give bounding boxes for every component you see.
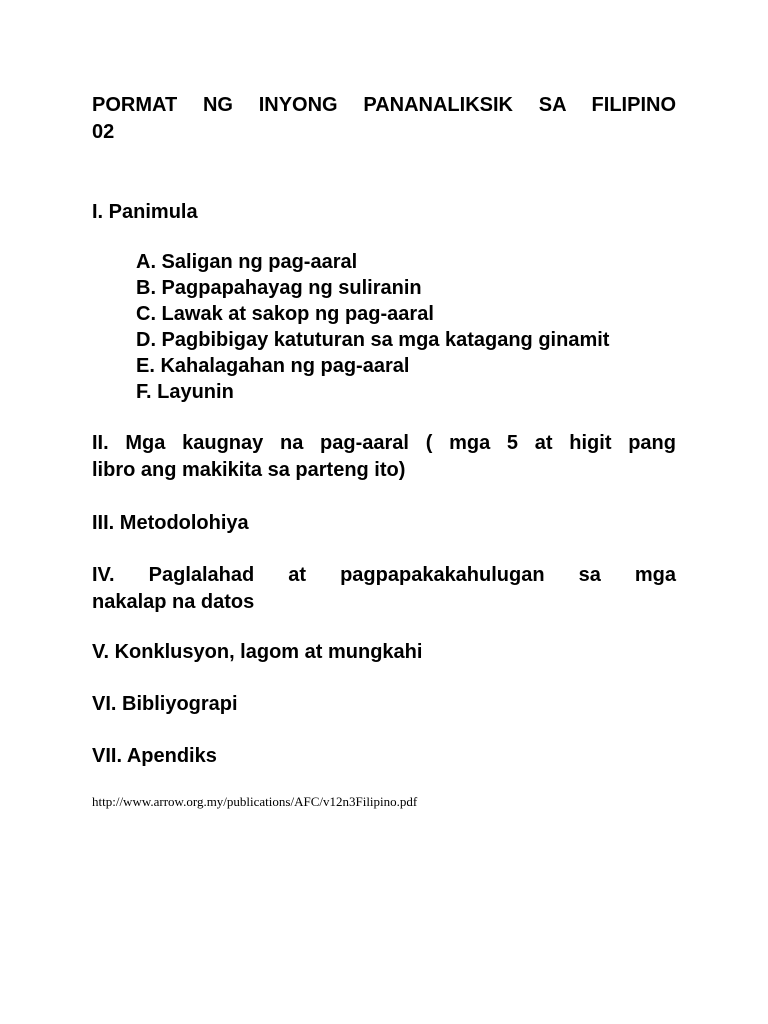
document-title-line-1: PORMAT NG INYONG PANANALIKSIK SA FILIPINO: [92, 94, 676, 116]
subsection-item: C. Lawak at sakop ng pag-aaral: [136, 303, 434, 325]
subsection-item: F. Layunin: [136, 381, 234, 403]
section-heading-apendiks: VII. Apendiks: [92, 745, 217, 767]
section-heading-panimula: I. Panimula: [92, 201, 198, 223]
source-url: http://www.arrow.org.my/publications/AFC/v12n3Filipino.pdf: [92, 794, 418, 809]
subsection-item: D. Pagbibigay katuturan sa mga katagang ginamit: [136, 329, 610, 351]
subsection-item: A. Saligan ng pag-aaral: [136, 251, 358, 273]
section-heading-paglalahad-line-1: IV. Paglalahad at pagpapakakahulugan sa mga: [92, 564, 676, 586]
subsection-item: B. Pagpapahayag ng suliranin: [136, 277, 422, 299]
document-title-line-2: 02: [92, 121, 115, 143]
section-heading-paglalahad-line-2: nakalap na datos: [92, 591, 255, 613]
section-heading-bibliyograpi: VI. Bibliyograpi: [92, 693, 238, 715]
section-heading-konklusyon: V. Konklusyon, lagom at mungkahi: [92, 641, 423, 663]
subsection-item: E. Kahalagahan ng pag-aaral: [136, 355, 410, 377]
section-heading-kaugnay-line-1: II. Mga kaugnay na pag-aaral ( mga 5 at higit pang: [92, 432, 676, 454]
section-heading-kaugnay-line-2: libro ang makikita sa parteng ito): [92, 459, 406, 481]
section-heading-metodolohiya: III. Metodolohiya: [92, 512, 249, 534]
